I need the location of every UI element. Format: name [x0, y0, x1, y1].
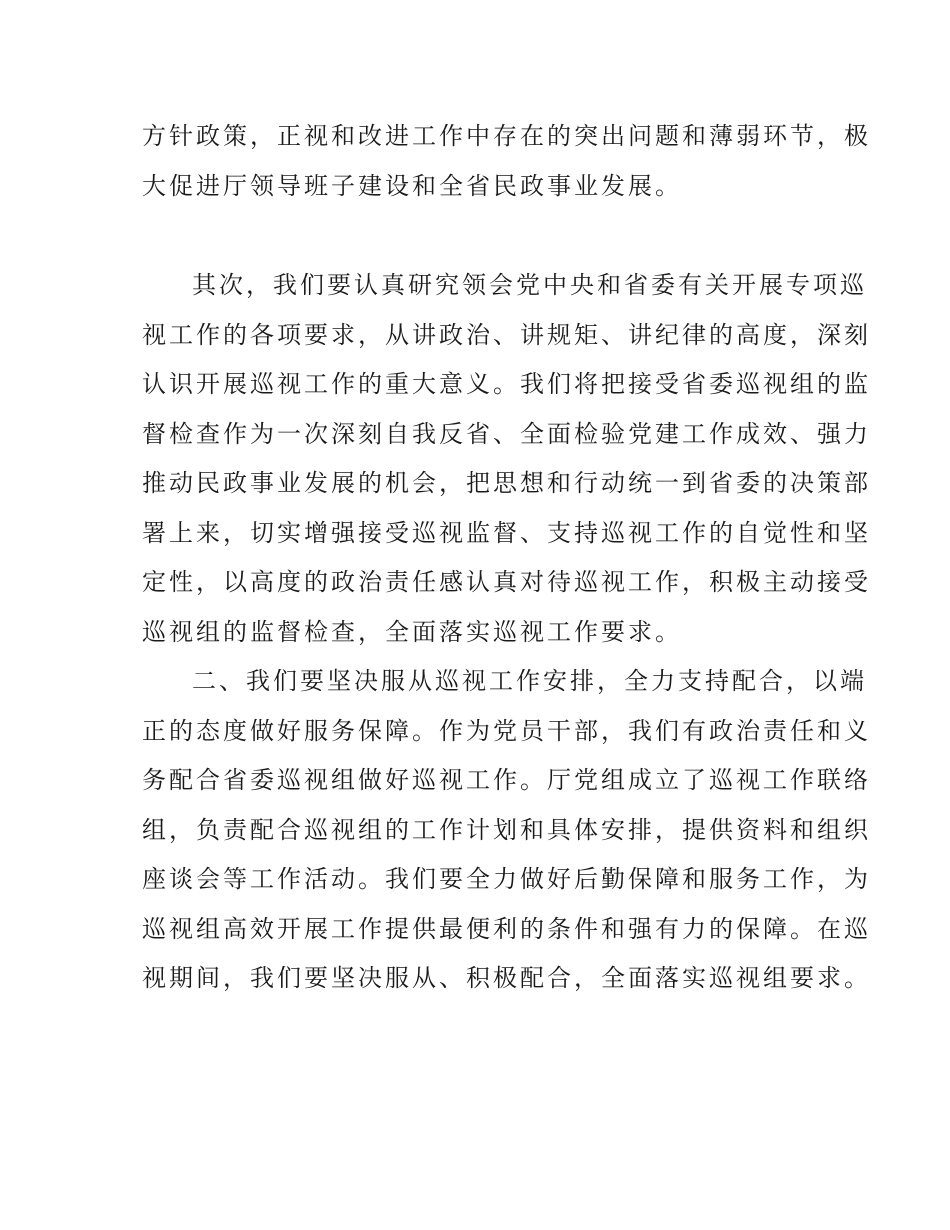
text-line: 视工作的各项要求，从讲政治、讲规矩、讲纪律的高度，深刻 [142, 320, 871, 349]
text-line: 署上来，切实增强接受巡视监督、支持巡视工作的自觉性和坚 [142, 518, 871, 547]
text-line: 组，负责配合巡视组的工作计划和具体安排，提供资料和组织 [142, 815, 871, 844]
body-paragraphs [142, 261, 871, 1004]
text-line: 定性，以高度的政治责任感认真对待巡视工作，积极主动接受 [142, 568, 871, 596]
text-line: 督检查作为一次深刻自我反省、全面检验党建工作成效、强力 [142, 419, 871, 448]
paragraph-first-line: 其次，我们要认真研究领会党中央和省委有关开展专项巡 [192, 271, 867, 299]
text-line: 认识开展巡视工作的重大意义。我们将把接受省委巡视组的监 [142, 370, 871, 398]
text-line: 视期间，我们要坚决服从、积极配合，全面落实巡视组要求。 [142, 964, 871, 992]
paragraph-continuation [142, 112, 871, 211]
text-line: 方针政策，正视和改进工作中存在的突出问题和薄弱环节，极 [142, 122, 871, 150]
text-line: 座谈会等工作活动。我们要全力做好后勤保障和服务工作，为 [142, 865, 871, 893]
text-line: 推动民政事业发展的机会，把思想和行动统一到省委的决策部 [142, 469, 871, 497]
paragraph-first-line: 二、我们要坚决服从巡视工作安排，全力支持配合，以端 [192, 667, 867, 695]
text-line: 巡视组高效开展工作提供最便利的条件和强有力的保障。在巡 [142, 914, 871, 943]
text-line: 大促进厅领导班子建设和全省民政事业发展。 [142, 171, 682, 200]
text-line: 务配合省委巡视组做好巡视工作。厅党组成立了巡视工作联络 [142, 766, 871, 794]
text-line: 正的态度做好服务保障。作为党员干部，我们有政治责任和义 [142, 716, 871, 745]
text-line: 巡视组的监督检查，全面落实巡视工作要求。 [142, 617, 682, 646]
